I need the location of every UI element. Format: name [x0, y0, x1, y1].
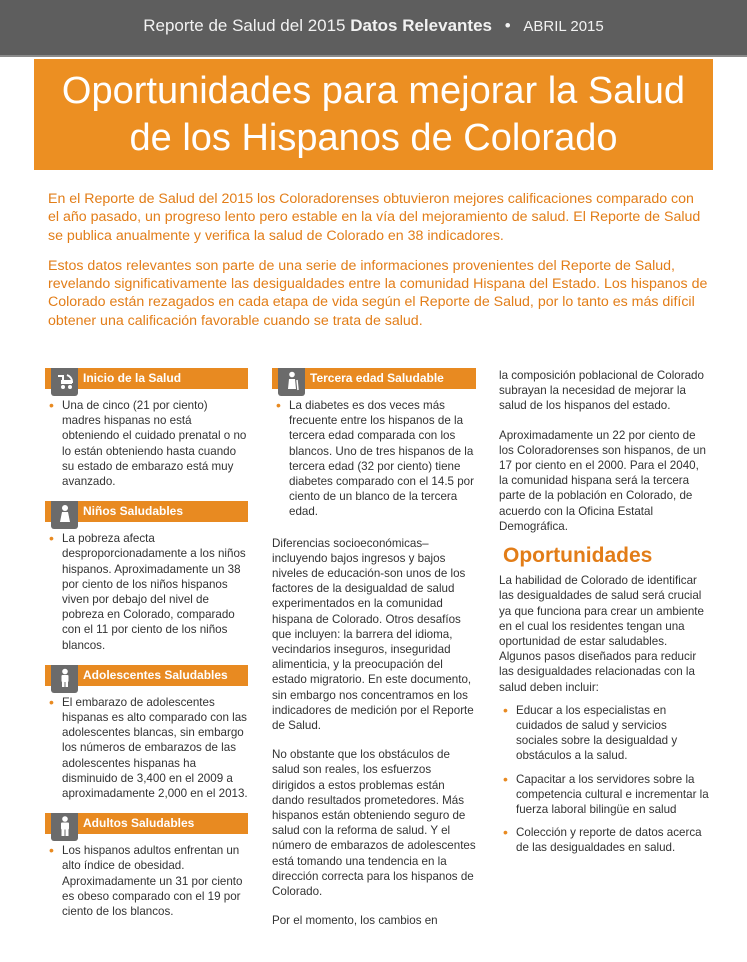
section-header: [45, 665, 248, 686]
bullet-list: [45, 398, 248, 489]
top-header-bar: [0, 0, 747, 57]
paragraph: No obstante que los obstáculos de salud son reales, los esfuerzos dirigidos a estos problemas están dando resultados prometedores. Más hispanos están obteniendo seguro de salud con la reforma de salud. Y el número de embarazos de adolescentes está tomando una tendencia en la dirección correcta para los hispanos de Colorado.: [272, 748, 476, 899]
section-header: [45, 368, 248, 389]
opportunities-text: [499, 573, 711, 695]
header-separator: •: [504, 16, 511, 35]
bullet-list: [45, 843, 248, 919]
list-item: • Colección y reporte de datos acerca de las desigualdades en salud.: [499, 825, 711, 855]
section-adolescentes: [45, 665, 248, 801]
column-3: [499, 368, 711, 864]
page-title: [34, 68, 713, 162]
title-line-1: Oportunidades para mejorar la Salud: [61, 70, 686, 112]
paragraph: Diferencias socioeconómicas–incluyendo bajos ingresos y bajos niveles de educación-son unos de los factores de la desigualdad de salud experimentados en la comunidad hispana de Colorado. Otros desafíos que incluyen: la barrera del idioma, vecindarios inseguros, inseguridad alimenticia, y la preocupación del estado migratorio. En este documento, sin embargo nos concentramos en los indicadores de medición por el Reporte de Salud.: [272, 536, 474, 733]
bullet-list: [272, 398, 476, 520]
column-2-text: [272, 536, 476, 929]
opportunities-heading: Oportunidades: [503, 544, 653, 568]
stroller-icon: [51, 368, 78, 396]
header-line: [0, 16, 747, 36]
teen-icon: [51, 665, 78, 693]
list-item: • Los hispanos adultos enfrentan un alto índice de obesidad. Aproximadamente un 31 por ciento es obeso comparado con el 19 por ciento de los blancos.: [45, 843, 248, 919]
report-name: Reporte de Salud del 2015: [143, 16, 346, 35]
header-date: ABRIL 2015: [523, 18, 604, 35]
list-item: • La pobreza afecta desproporcionadamente a los niños hispanos. Aproximadamente un 38 por ciento de los niños hispanos viven por debajo del nivel de pobreza en Colorado, comparado con el 11 por ciento de los niños blancos.: [45, 531, 248, 653]
child-icon: [51, 501, 78, 529]
section-inicio: [45, 368, 248, 489]
title-banner: [34, 59, 713, 170]
section-tercera: [272, 368, 476, 520]
paragraph: Aproximadamente un 22 por ciento de los Coloradorenses son hispanos, de un 17 por ciento en el 2000. Para el 2040, la comunidad hispana será la tercera parte de la población en Colorado, de acuerdo con la Oficina Estatal Demográfica.: [499, 428, 706, 533]
intro-text: [48, 190, 708, 342]
title-line-2: de los Hispanos de Colorado: [129, 117, 618, 159]
section-header: [45, 501, 248, 522]
column-2: [272, 368, 476, 943]
list-item: • El embarazo de adolescentes hispanas es alto comparado con las adolescentes blancas, sin embargo los números de embarazos de las adolescentes hispanas ha disminuido de 3,400 en el 2009 a aproximadamente 2,000 en el 2013.: [45, 695, 248, 801]
paragraph: Por el momento, los cambios en: [272, 914, 438, 928]
list-item: • Una de cinco (21 por ciento) madres hispanas no está obteniendo el cuidado prenatal o no lo están obteniendo hasta cuando su estado de embarazo está muy avanzado.: [45, 398, 248, 489]
column-1: [45, 368, 248, 931]
section-ninos: [45, 501, 248, 653]
paragraph: la composición poblacional de Colorado subrayan la necesidad de mejorar la salud de los hispanos del estado.: [499, 369, 704, 413]
column-3-text: [499, 368, 711, 534]
section-adultos: [45, 813, 248, 919]
opportunities-list: [499, 703, 711, 856]
section-title: Adolescentes Saludables: [83, 667, 228, 682]
section-title: Niños Saludables: [83, 504, 184, 519]
elder-icon: [278, 368, 305, 396]
paragraph: La habilidad de Colorado de identificar las desigualdades de salud será crucial ya que funciona para crear un ambiente en el cual los residentes tengan una oportunidad de estar saludables. Algunos pasos diseñados para reducir las desigualdades relacionadas con la salud deben incluir:: [499, 574, 704, 694]
header-highlight: Datos Relevantes: [350, 16, 492, 35]
section-header: [45, 813, 248, 834]
list-item: • Capacitar a los servidores sobre la competencia cultural e incrementar la fuerza laboral bilingüe en salud: [499, 772, 711, 818]
section-header: [272, 368, 476, 389]
list-item: • La diabetes es dos veces más frecuente entre los hispanos de la tercera edad comparada con los blancos. Uno de tres hispanos de la tercera edad (32 por ciento) tiene diabetes comparado con el 14.5 por ciento de un blanco de la tercera edad.: [272, 398, 476, 520]
section-title: Adultos Saludables: [83, 816, 195, 831]
bullet-list: [45, 695, 248, 801]
section-title: Inicio de la Salud: [83, 371, 182, 385]
list-item: • Educar a los especialistas en cuidados de salud y servicios sociales sobre la desigualdad y obstáculos a la salud.: [499, 703, 711, 764]
section-title: Tercera edad Saludable: [310, 371, 444, 385]
intro-paragraph-1: En el Reporte de Salud del 2015 los Coloradorenses obtuvieron mejores calificaciones comparado con el año pasado, un progreso lento pero estable en la vía del mejoramiento de salud. El Reporte de Salud se publica anualmente y verifica la salud de Colorado en 38 indicadores.: [48, 191, 701, 244]
adult-icon: [51, 813, 78, 841]
bullet-list: [45, 531, 248, 653]
intro-paragraph-2: Estos datos relevantes son parte de una serie de informaciones provenientes del Reporte de Salud, revelando significativamente las desigualdades entre la comunidad Hispana del Estado. Los hispanos de Colorado están rezagados en cada etapa de vida según el Reporte de Salud, por lo tanto es más difícil obtener una calificación favorable cuando se trata de salud.: [48, 257, 708, 329]
